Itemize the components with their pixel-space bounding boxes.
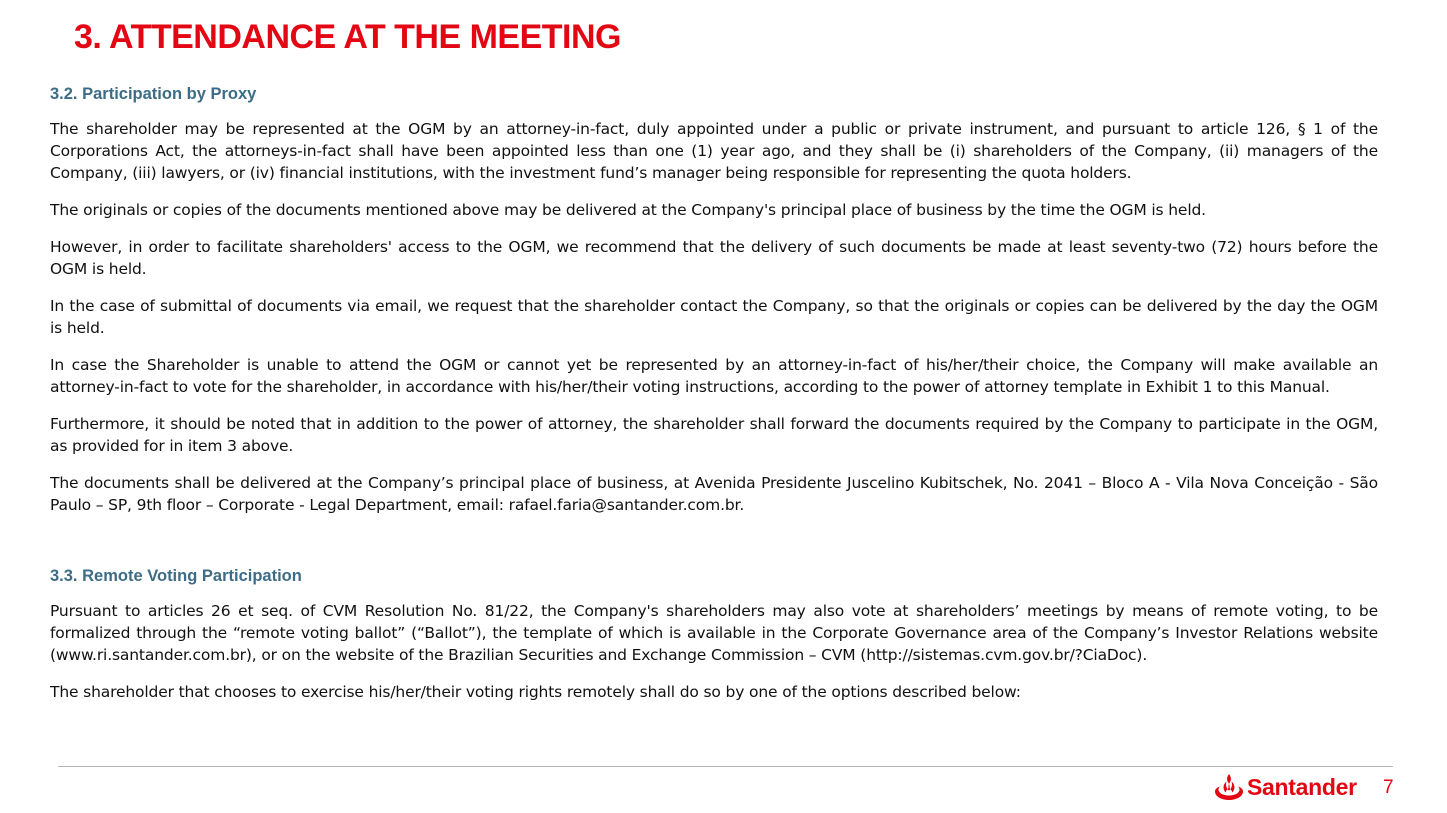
paragraph: In case the Shareholder is unable to attend the OGM or cannot yet be represented by an attorney-in-fact of his/her/their choice, the Company will make available an attorney-in-fact to vote for the shareholder, in accordance with his/her/their voting instructions, according to the power of attorney template in Exhibit 1 to this Manual. [50,356,1378,396]
page-title: 3. ATTENDANCE AT THE MEETING [74,18,621,56]
santander-flame-icon [1214,773,1244,801]
santander-logo [1214,772,1357,802]
section-participation-by-proxy [50,80,1378,516]
paragraph: However, in order to facilitate shareholders' access to the OGM, we recommend that the delivery of such documents be made at least seventy-two (72) hours before the OGM is held. [50,238,1378,278]
paragraph: The shareholder that chooses to exercise his/her/their voting rights remotely shall do so by one of the options described below: [50,683,1021,701]
paragraph: The documents shall be delivered at the Company’s principal place of business, at Avenida Presidente Juscelino Kubitschek, No. 2041 – Bloco A - Vila Nova Conceição - São Paulo – SP, 9th floor – Corporate - Legal Department, email: rafael.faria@santander.com.br. [50,474,1378,514]
section-heading: 3.2. Participation by Proxy [50,85,257,103]
section-remote-voting-participation [50,562,1378,703]
paragraph: The shareholder may be represented at the OGM by an attorney-in-fact, duly appointed under a public or private instrument, and pursuant to article 126, § 1 of the Corporations Act, the attorneys-in-fact shall have been appointed less than one (1) year ago, and they shall be (i) shareholders of the Company, (ii) managers of the Company, (iii) lawyers, or (iv) financial institutions, with the investment fund’s manager being responsible for representing the quota holders. [50,120,1378,182]
brand-name: Santander [1247,773,1357,800]
paragraph: Pursuant to articles 26 et seq. of CVM Resolution No. 81/22, the Company's shareholders may also vote at shareholders’ meetings by means of remote voting, to be formalized through the “remote voting ballot” (“Ballot”), the template of which is available in the Corporate Governance area of the Company’s Investor Relations website (www.ri.santander.com.br), or on the website of the Brazilian Securities and Exchange Commission – CVM (http://sistemas.cvm.gov.br/?CiaDoc). [50,602,1378,664]
document-body [50,80,1378,718]
section-heading: 3.3. Remote Voting Participation [50,567,302,585]
page-number: 7 [1383,777,1394,798]
paragraph: In the case of submittal of documents via email, we request that the shareholder contact the Company, so that the originals or copies can be delivered by the day the OGM is held. [50,297,1378,337]
paragraph: Furthermore, it should be noted that in addition to the power of attorney, the shareholder shall forward the documents required by the Company to participate in the OGM, as provided for in item 3 above. [50,415,1378,455]
paragraph: The originals or copies of the documents mentioned above may be delivered at the Company's principal place of business by the time the OGM is held. [50,201,1206,219]
footer-divider [58,766,1393,767]
